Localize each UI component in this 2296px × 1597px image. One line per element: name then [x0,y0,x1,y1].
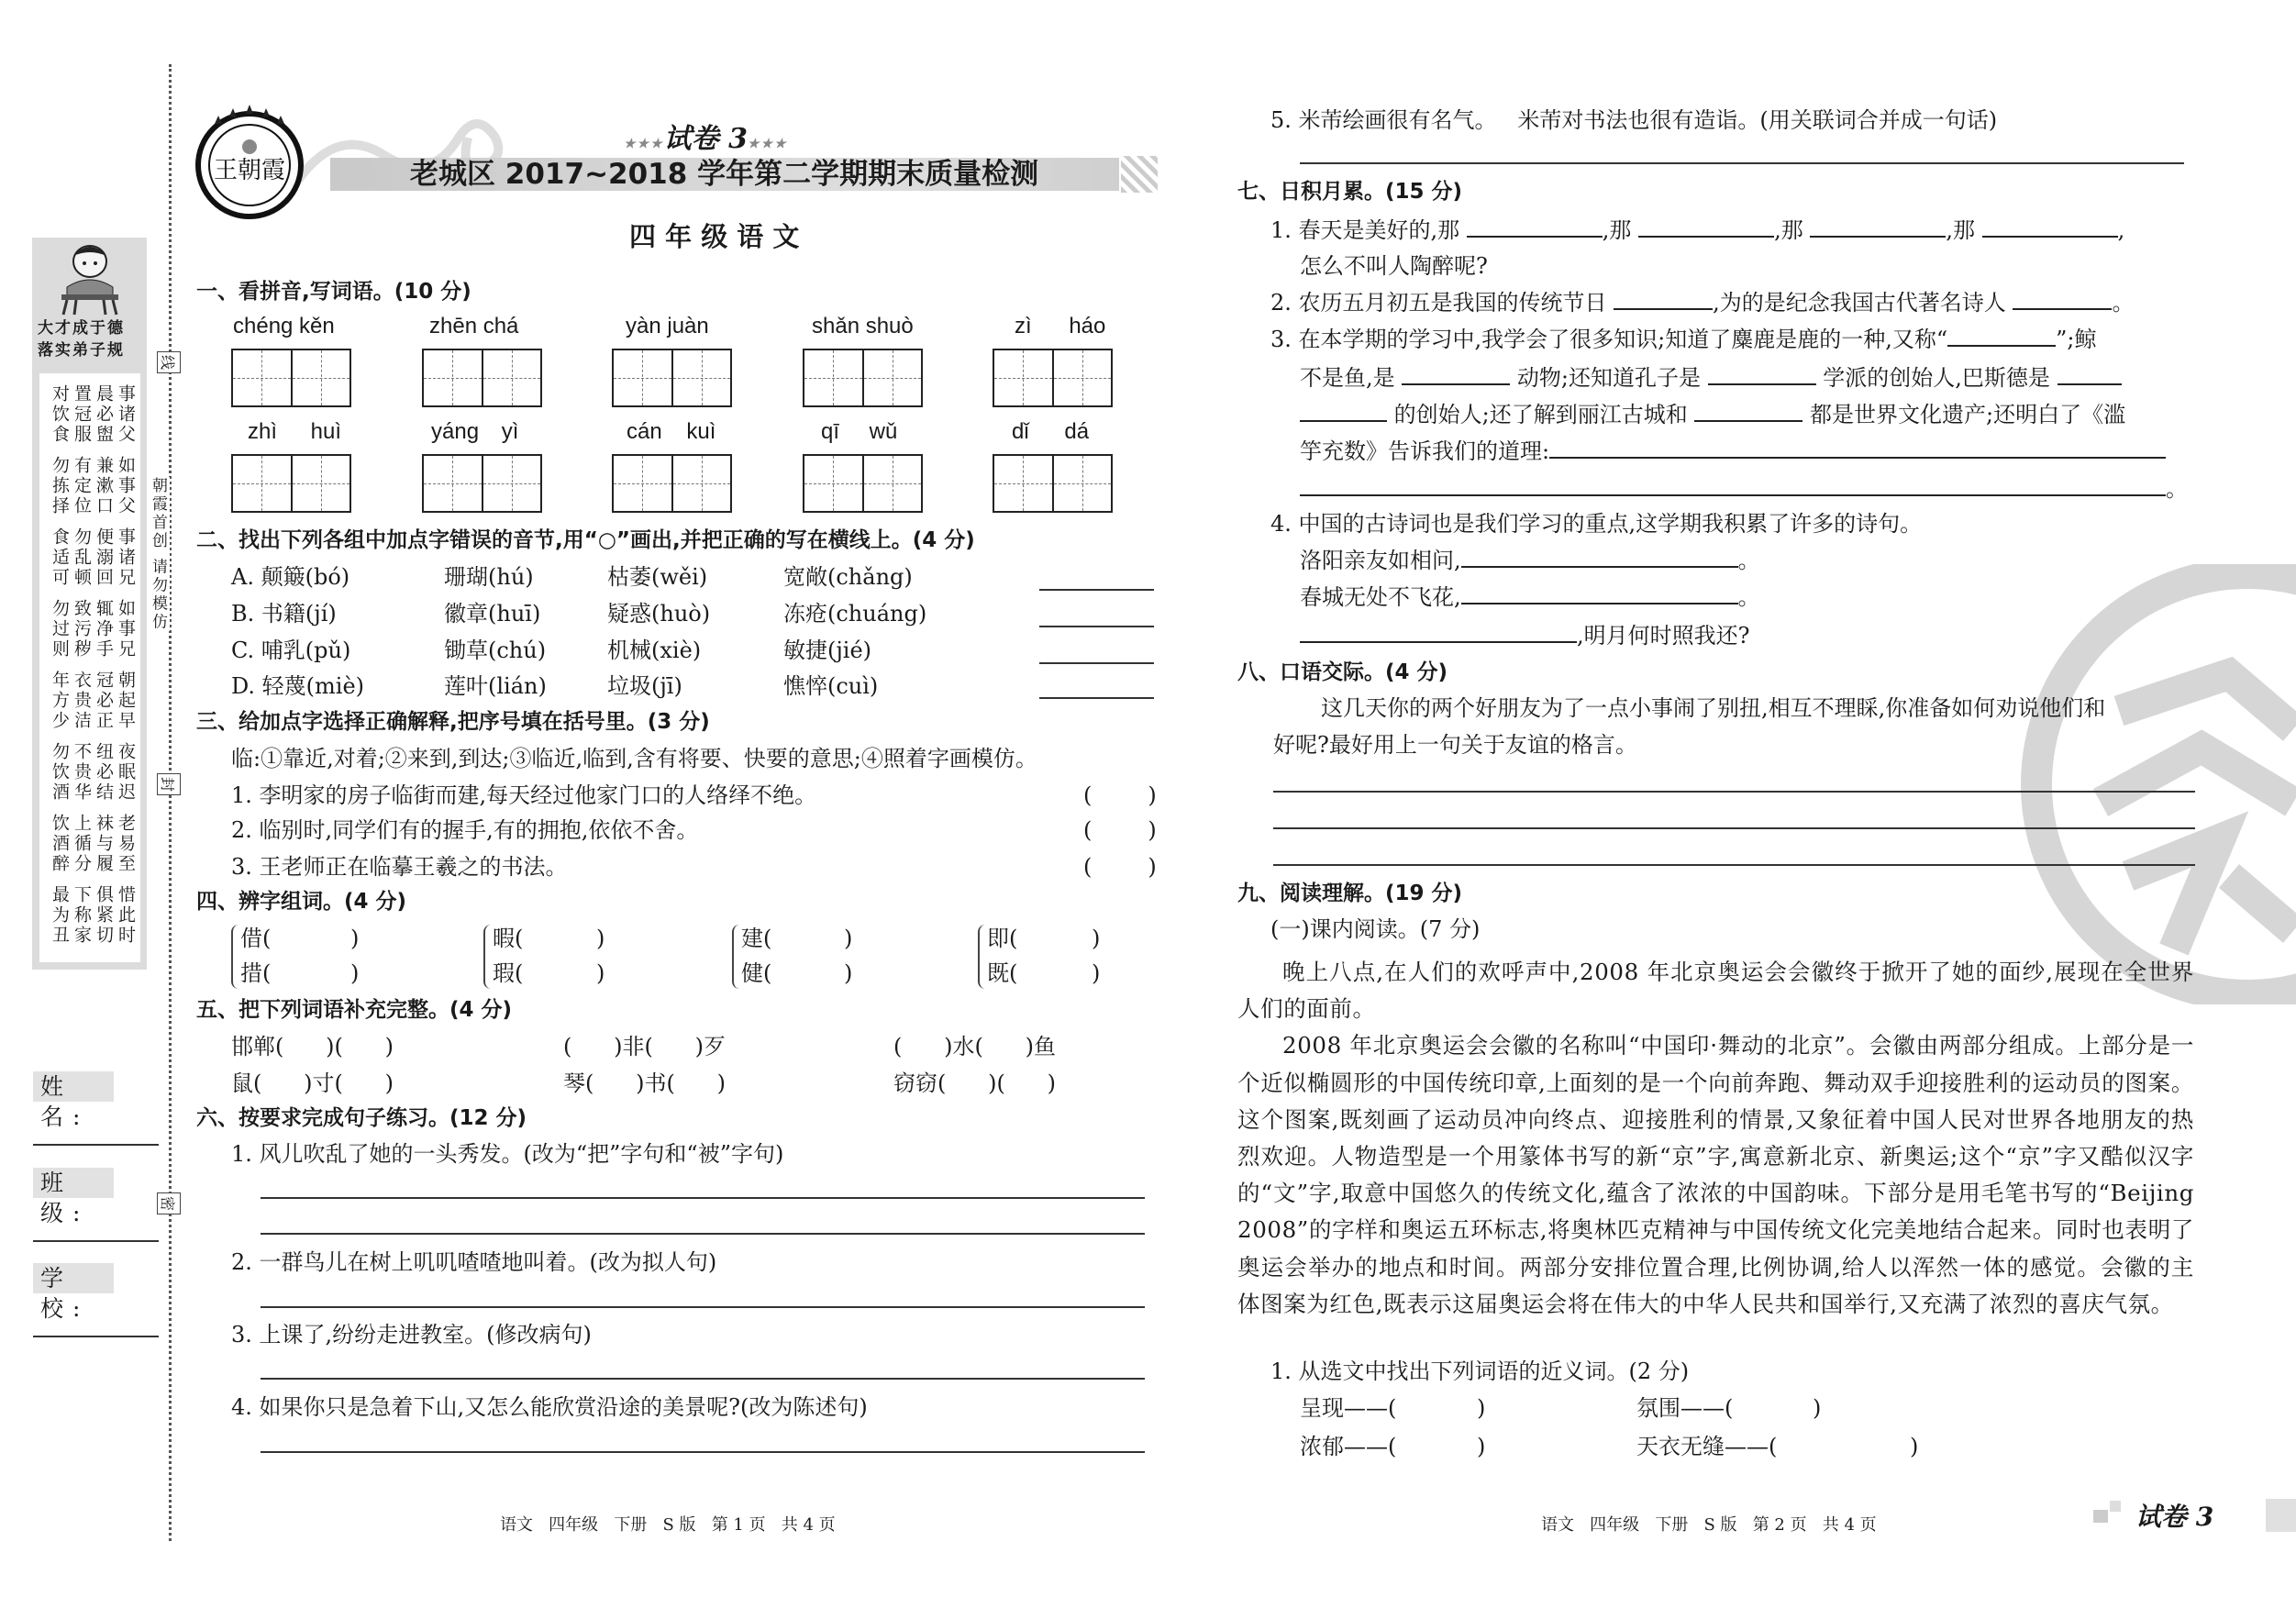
synonym-close[interactable]: ) [1910,1434,1919,1459]
q2-option: 珊瑚(hú) [444,564,534,590]
q8-prompt-cont: 好呢?最好用上一句关于友谊的格言。 [1273,732,1637,758]
writing-grid[interactable] [422,454,542,513]
q2-option: 敏捷(jié) [783,638,872,663]
q9-question-1: 1. 从选文中找出下列词语的近义词。(2 分) [1270,1359,1690,1384]
q7-item-1: 1. 春天是美好的,那 ,那 ,那 ,那 , [1270,217,2125,243]
idiom-blank[interactable]: ( )非( )歹 [563,1034,726,1059]
answer-line[interactable] [1300,162,2184,164]
idiom-blank[interactable]: 窃窃( )( ) [893,1070,1056,1096]
poem-line: ,明月何时照我还? [1300,622,1750,649]
q3-item: 1. 李明家的房子临街而建,每天经过他家门口的人络绎不绝。 [231,782,817,808]
passage-paragraph: 2008 年北京奥运会会徽的名称叫“中国印·舞动的北京”。会徽由两部分组成。上部分是一个近似椭圆形的中国传统印章,上面刻的是一个向前奔跑、舞动双手迎接胜利的运动员的图案。这个图案,既刻画了运动员冲向终点、迎接胜利的情景,又象征着中国人民对世界各地朋友的热烈欢迎。人物造型是一个用篆体书写的新“京”字,寓意新北京、新奥运;这个“京”字又酷似汉字的“文”字,取意中国悠久的传统文化,蕴含了浓浓的中国韵味。下部分是用毛笔书写的“Beijing 2008”的字样和奥运五环标志,将奥林匹克精神与中国传统文化完美地结合起来。同时也表明了奥运会举办的地点和时间。两部分安排位置合理,比例协调,给人以浑然一体的感觉。会徽的主体图案为红色,既表示这届奥运会将在伟大的中华人民共和国举行,又充满了浓烈的喜庆气氛。 [1237,1032,2194,1317]
writing-grid[interactable] [231,349,351,407]
dizigui-block: 夜眠迟 纽必结 不贵华 勿饮酒 [50,742,136,803]
answer-blank[interactable] [1461,548,1738,568]
answer-blank[interactable] [1638,217,1774,238]
paper-badge: 试卷 3 [2135,1502,2214,1532]
q2-option: 垃圾(jī) [607,673,682,699]
poem-line: 洛阳亲友如相问, 。 [1300,548,1760,573]
writing-grid[interactable] [993,454,1113,513]
answer-blank[interactable] [1039,697,1154,699]
answer-blank[interactable] [1461,584,1738,604]
q4-close: ) [350,960,360,986]
class-field[interactable] [33,1240,159,1242]
badge-decoration [2110,1501,2121,1512]
reading-passage [1237,954,2194,1323]
dizigui-block: 事诸父 晨必盥 置冠服 对饮食 [50,384,136,445]
paper-number: 试卷 3 [663,123,748,155]
q8-heading: 八、口语交际。(4 分) [1237,660,1448,684]
pinyin: yàn juàn [626,314,709,338]
paper-label [624,116,788,156]
dizigui-block: 老易至 袜与履 上循分 饮酒醉 [50,814,136,874]
binding-mark-feng: 封 [157,773,181,795]
q7-item-3-line3: 的创始人;还了解到丽江古城和 都是世界文化遗产;还明白了《滥 [1300,401,2125,428]
q4-close: ) [350,926,360,951]
answer-blank[interactable] [1300,476,2166,496]
q4-char: 暇( [493,926,524,951]
badge-decoration [2266,1499,2296,1532]
pinyin: yáng yì [431,419,519,444]
q7-heading: 七、日积月累。(15 分) [1237,180,1463,204]
q2-option: C. 哺乳(pǔ) [231,638,351,663]
q6-heading: 六、按要求完成句子练习。(12 分) [196,1106,527,1130]
answer-blank[interactable] [1300,402,1387,422]
q4-close: ) [596,926,605,951]
watermark-seal [2018,564,2296,1004]
q9-heading: 九、阅读理解。(19 分) [1237,882,1463,905]
dizigui-block: 事诸兄 便溺回 勿乱顿 食适可 [50,527,136,588]
brace-icon [978,925,987,989]
pinyin: zì háo [1015,314,1106,338]
q2-option: 宽敞(chǎng) [783,564,913,590]
answer-blank[interactable] [1402,365,1510,385]
page-footer-left: 语文 四年级 下册 S 版 第 1 页 共 4 页 [500,1515,836,1535]
writing-grid[interactable] [422,349,542,407]
answer-line[interactable] [1273,864,2195,866]
q2-option: 疑惑(huò) [607,601,711,627]
answer-blank[interactable] [1694,402,1802,422]
idiom-blank[interactable]: 琴( )书( ) [563,1070,726,1096]
pinyin: dǐ dá [1012,419,1090,444]
answer-blank[interactable] [1708,365,1816,385]
banner-checker [1121,156,1158,193]
name-label: 姓名: [33,1071,114,1102]
answer-line[interactable] [261,1378,1145,1380]
q4-close: ) [1092,926,1101,951]
binding-mark-mi: 密 [157,1192,181,1214]
answer-blank[interactable] [2058,365,2122,385]
q2-option: D. 轻蔑(miè) [231,673,365,699]
pinyin: chéng kěn [233,314,335,338]
q4-char: 建( [741,926,772,951]
cartoon-student-icon [58,241,122,316]
answer-blank[interactable] [1300,623,1577,643]
answer-blank[interactable] [1982,217,2118,238]
q6-item: 5. 米芾绘画很有名气。 米芾对书法也很有造诣。(用关联词合并成一句话) [1270,107,1998,133]
writing-grid[interactable] [803,349,923,407]
answer-blank[interactable] [1549,438,2166,459]
answer-blank[interactable] [1810,217,1946,238]
binding-mark-xian: 线 [157,351,181,373]
q2-option: 莲叶(lián) [444,673,547,699]
q4-close: ) [844,926,853,951]
poem-line: 春城无处不飞花, 。 [1300,584,1760,610]
dizigui-text-panel [39,373,140,962]
school-label: 学校: [33,1263,114,1293]
q4-char: 即( [987,926,1018,951]
q4-close: ) [844,960,853,986]
synonym-close[interactable]: ) [1477,1395,1486,1421]
q4-heading: 四、辨字组词。(4 分) [196,890,407,914]
answer-blank[interactable] [1947,327,2056,347]
q4-close: ) [596,960,605,986]
dizigui-block: 如事兄 辄净手 致污秽 勿过则 [50,599,136,660]
dizigui-block: 惜此时 俱紧切 下称家 最为丑 [50,885,136,946]
synonym-close[interactable]: ) [1477,1434,1486,1459]
q4-char: 措( [240,960,272,986]
q7-item-1-cont: 怎么不叫人陶醉呢? [1300,253,1488,279]
q4-char: 借( [240,926,272,951]
copyright-notice: 朝霞首创 请勿模仿 [147,477,170,631]
q5-heading: 五、把下列词语补充完整。(4 分) [196,998,513,1022]
idiom-blank[interactable]: 鼠( )寸( ) [231,1070,394,1096]
writing-grid[interactable] [231,454,351,513]
answer-line[interactable] [261,1197,1145,1199]
answer-line[interactable] [261,1233,1145,1235]
q2-option: 憔悴(cuì) [783,673,879,699]
pinyin: shǎn shuò [812,314,914,338]
q2-option: 枯萎(wěi) [607,564,708,590]
writing-grid[interactable] [612,349,732,407]
binding-dotted-line [169,64,172,1541]
q3-definition: 临:①靠近,对着;②来到,到达;③临近,临到,含有将要、快要的意思;④照着字画模仿。 [231,746,1037,771]
q7-item-2: 2. 农历五月初五是我国的传统节日 ,为的是纪念我国古代著名诗人 。 [1270,290,2135,316]
writing-grid[interactable] [803,454,923,513]
q4-char: 既( [987,960,1018,986]
pinyin: zhì huì [248,419,342,444]
school-field[interactable] [33,1336,159,1337]
synonym-item: 氛围——( [1636,1395,1734,1421]
q8-prompt: 这几天你的两个好朋友为了一点小事闹了别扭,相互不理睬,你准备如何劝说他们和 [1321,695,2106,721]
dizigui-block: 朝起早 冠必正 衣贵洁 年方少 [50,671,136,731]
q3-heading: 三、给加点字选择正确解释,把序号填在括号里。(3 分) [196,710,710,734]
answer-paren[interactable]: ( ) [1083,782,1157,808]
pinyin: cán kuì [627,419,716,444]
publisher-logo [193,103,306,220]
idiom-blank[interactable]: 邯郸( )( ) [231,1034,394,1059]
pinyin: qī wǔ [821,419,898,444]
exam-title: 老城区 2017~2018 学年第二学期期末质量检测 [410,158,1039,191]
exam-subtitle: 四 年 级 语 文 [629,221,800,252]
q4-char: 瑕( [493,960,524,986]
q1-heading: 一、看拼音,写词语。(10 分) [196,280,471,304]
q2-option: 徽章(huī) [444,601,541,627]
q2-option: B. 书籍(jí) [231,601,337,627]
ribbon-decoration [275,101,605,211]
writing-grid[interactable] [993,349,1113,407]
name-field[interactable] [33,1144,159,1146]
svg-text:王朝霞: 王朝霞 [213,157,286,184]
page-footer-right: 语文 四年级 下册 S 版 第 2 页 共 4 页 [1541,1515,1877,1535]
q2-option: 锄草(chú) [444,638,547,663]
answer-blank[interactable] [1039,626,1154,627]
answer-blank[interactable] [1467,217,1603,238]
q7-item-3-line5: 。 [1300,475,2188,503]
q6-item: 3. 上课了,纷纷走进教室。(修改病句) [231,1322,592,1347]
answer-paren[interactable]: ( ) [1083,817,1157,843]
badge-decoration [2093,1510,2108,1523]
dizigui-block: 如事父 兼漱口 有定位 勿拣择 [50,456,136,516]
synonym-item: 呈现——( [1300,1395,1397,1421]
dizigui-sidebar [32,238,147,970]
idiom-blank[interactable]: ( )水( )鱼 [893,1034,1056,1059]
slogan-line-2: 落实弟子规 [38,341,125,360]
q2-option: 冻疮(chuáng) [783,601,927,627]
brace-icon [231,925,240,989]
q2-option: 机械(xiè) [607,638,702,663]
answer-blank[interactable] [2013,290,2112,310]
q6-item: 4. 如果你只是急着下山,又怎么能欣赏沿途的美景呢?(改为陈述句) [231,1394,868,1420]
synonym-close[interactable]: ) [1813,1395,1822,1421]
q9-subheading: (一)课内阅读。(7 分) [1270,916,1481,942]
answer-paren[interactable]: ( ) [1083,854,1157,880]
passage-paragraph: 晚上八点,在人们的欢呼声中,2008 年北京奥运会会徽终于掀开了她的面纱,展现在全世界人们的面前。 [1237,959,2194,1023]
slogan-line-1: 大才成于德 [38,319,125,338]
q2-heading: 二、找出下列各组中加点字错误的音节,用“○”画出,并把正确的写在横线上。(4 分) [196,528,975,552]
q7-item-3-line2: 不是鱼,是 动物;还知道孔子是 学派的创始人,巴斯德是 [1300,364,2122,392]
synonym-item: 浓郁——( [1300,1434,1397,1459]
q4-close: ) [1092,960,1101,986]
answer-line[interactable] [1273,791,2195,793]
q7-item-3-line4: 竽充数》告诉我们的道理: [1300,438,2166,465]
stars-left-icon: ★★★ [624,137,664,151]
q6-item: 2. 一群鸟儿在树上叽叽喳喳地叫着。(改为拟人句) [231,1249,717,1275]
answer-blank[interactable] [1614,290,1713,310]
q7-item-4: 4. 中国的古诗词也是我们学习的重点,这学期我积累了许多的诗句。 [1270,511,1923,537]
brace-icon [483,925,493,989]
answer-line[interactable] [1273,827,2195,829]
q4-char: 健( [741,960,772,986]
class-label: 班级: [33,1168,114,1198]
answer-blank[interactable] [1039,662,1154,664]
answer-line[interactable] [261,1306,1145,1308]
stars-right-icon: ★★★ [747,137,788,151]
synonym-item: 天衣无缝——( [1636,1434,1778,1459]
q3-item: 3. 王老师正在临摹王羲之的书法。 [231,854,568,880]
writing-grid[interactable] [612,454,732,513]
pinyin: zhēn chá [429,314,519,338]
answer-line[interactable] [261,1451,1145,1453]
q3-item: 2. 临别时,同学们有的握手,有的拥抱,依依不舍。 [231,817,699,843]
q7-item-3: 3. 在本学期的学习中,我学会了很多知识;知道了麋鹿是鹿的一种,又称“ ”;鲸 [1270,327,2097,352]
brace-icon [732,925,741,989]
answer-blank[interactable] [1039,589,1154,591]
q6-item: 1. 风儿吹乱了她的一头秀发。(改为“把”字句和“被”字句) [231,1141,784,1167]
q2-option: A. 颠簸(bó) [231,564,350,590]
